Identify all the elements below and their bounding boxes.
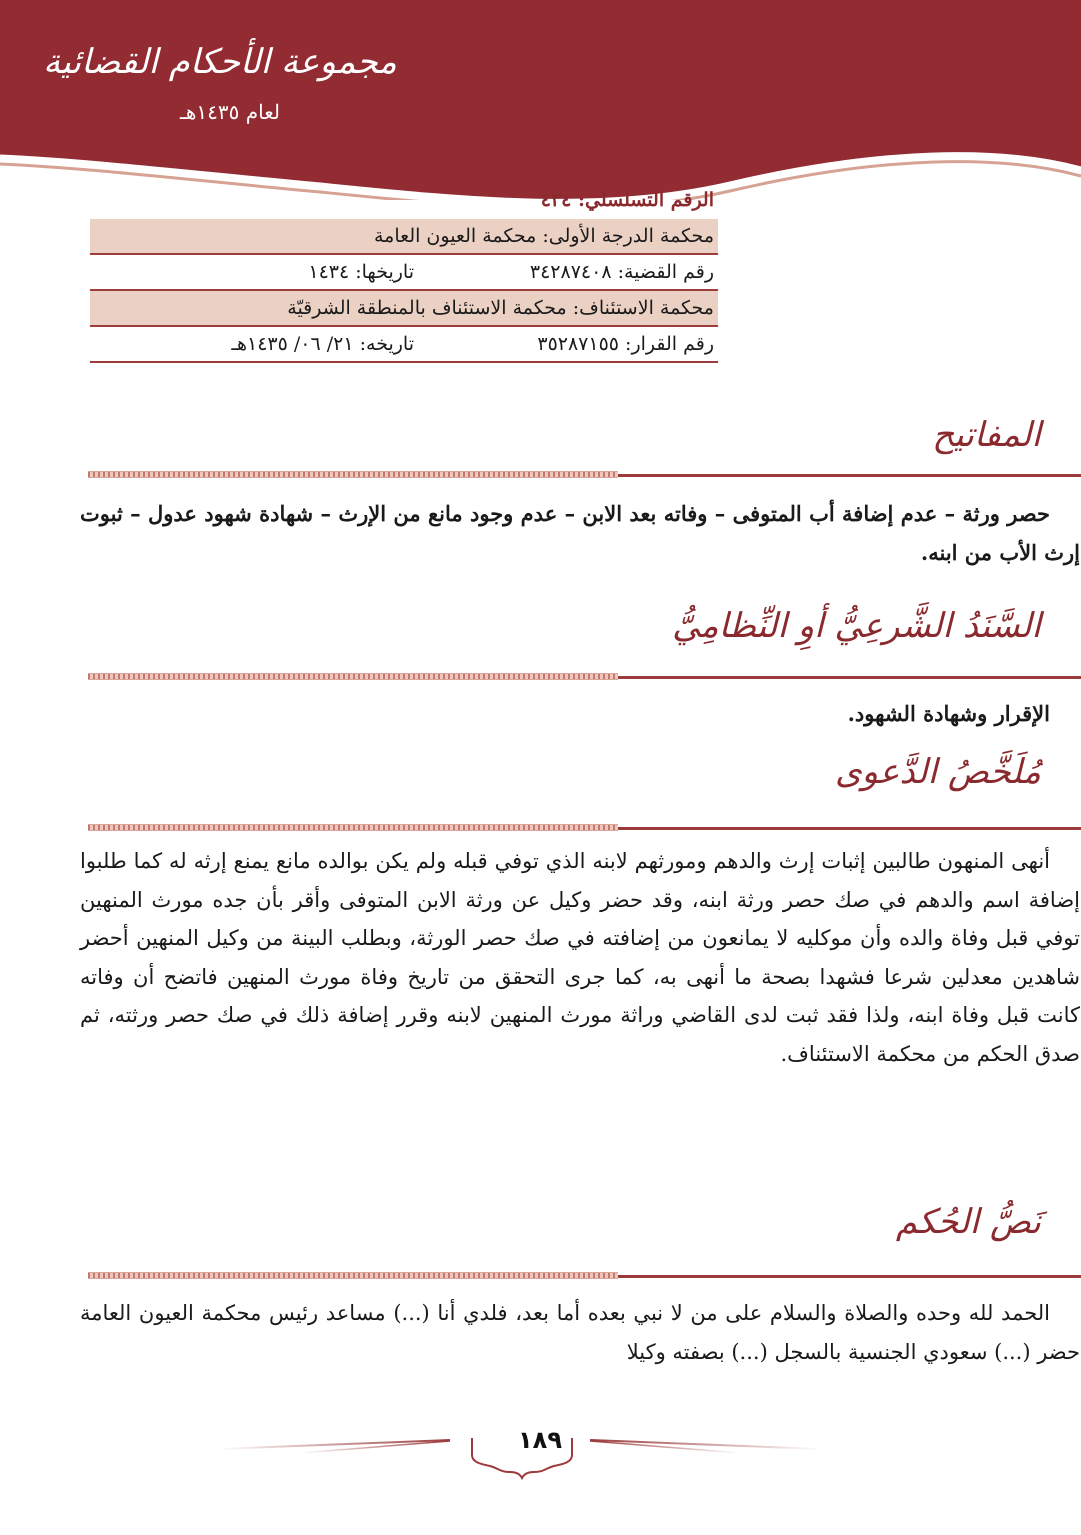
- page-number: ١٨٩: [518, 1426, 562, 1454]
- first-court: محكمة الدرجة الأولى: محكمة العيون العامة: [374, 225, 714, 247]
- section-divider: [88, 1272, 1081, 1280]
- decision-date: تاريخه: ٢١/ ٠٦/ ١٤٣٥هـ: [231, 333, 414, 355]
- appeal-court: محكمة الاستئناف: محكمة الاستئناف بالمنطقة الشرقيّة: [287, 297, 714, 319]
- first-court-row: [90, 219, 718, 255]
- page-footer: [0, 1410, 1081, 1490]
- summary-title: مُلَخَّصُ الدَّعوى: [835, 752, 1041, 792]
- case-date: تاريخها: ١٤٣٤: [308, 261, 414, 283]
- section-divider: [88, 471, 1081, 479]
- keywords-content: حصر ورثة – عدم إضافة أب المتوفى – وفاته بعد الابن – عدم وجود مانع من الإرث – شهادة شهود عدول – ثبوت إرث الأب من ابنه.: [80, 501, 1080, 565]
- legal-basis-title: السَّنَدُ الشَّرعِيُّ أوِ النِّظامِيُّ: [672, 606, 1041, 646]
- summary-content: أنهى المنهون طالبين إثبات إرث والدهم ومورثهم لابنه الذي توفي قبله ولم يكن بوالده مانع يمنع إرثه له كما طلبوا إضافة اسم والدهم في صك حصر ورثة ابنه، وقد حضر وكيل عن ورثة الابن المتوفى وأقر بأن جده مورث المنهين توفي قبل وفاة والده وأن موكليه لا يمانعون من إضافته في صك حصر الورثة، وبطلب البينة من وكيل المنهين أحضر شاهدين معدلين شرعا فشهدا بصحة ما أنهى به، كما جرى التحقق من تاريخ وفاة مورث المنهين فاتضح أن وفاته كانت قبل وفاة ابنه، ولذا فقد ثبت لدى القاضي وراثة مورث المنهين لابنه وقرر إضافة ذلك في صك حصر ورثته، ثم صدق الحكم من محكمة الاستئناف.: [80, 849, 1080, 1066]
- decision-number: رقم القرار: ٣٥٢٨٧١٥٥: [537, 333, 714, 355]
- keywords-title: المفاتيح: [932, 415, 1041, 455]
- summary-text: [80, 842, 1080, 1073]
- legal-basis-text: [80, 695, 1080, 734]
- case-info-table: [90, 183, 718, 363]
- book-year: لعام ١٤٣٥هـ: [180, 100, 280, 124]
- legal-basis-content: الإقرار وشهادة الشهود.: [847, 701, 1050, 726]
- case-number: رقم القضية: ٣٤٢٨٧٤٠٨: [529, 261, 714, 283]
- section-divider: [88, 673, 1081, 681]
- page-header: [0, 0, 1081, 200]
- judgment-content: الحمد لله وحده والصلاة والسلام على من لا نبي بعده أما بعد، فلدي أنا (...) مساعد رئيس محكمة العيون العامة حضر (...) سعودي الجنسية بالسجل (...) بصفته وكيلا: [80, 1301, 1080, 1364]
- appeal-court-row: [90, 291, 718, 327]
- judgment-title: نَصُّ الحُكم: [895, 1202, 1041, 1242]
- keywords-text: [80, 495, 1080, 572]
- judgment-text: [80, 1294, 1080, 1371]
- book-title: مجموعة الأحكام القضائية: [43, 42, 397, 82]
- case-row: [90, 255, 718, 291]
- serial-number: الرقم التسلسلي: ٤٣٤: [540, 189, 714, 211]
- section-divider: [88, 824, 1081, 832]
- decision-row: [90, 327, 718, 363]
